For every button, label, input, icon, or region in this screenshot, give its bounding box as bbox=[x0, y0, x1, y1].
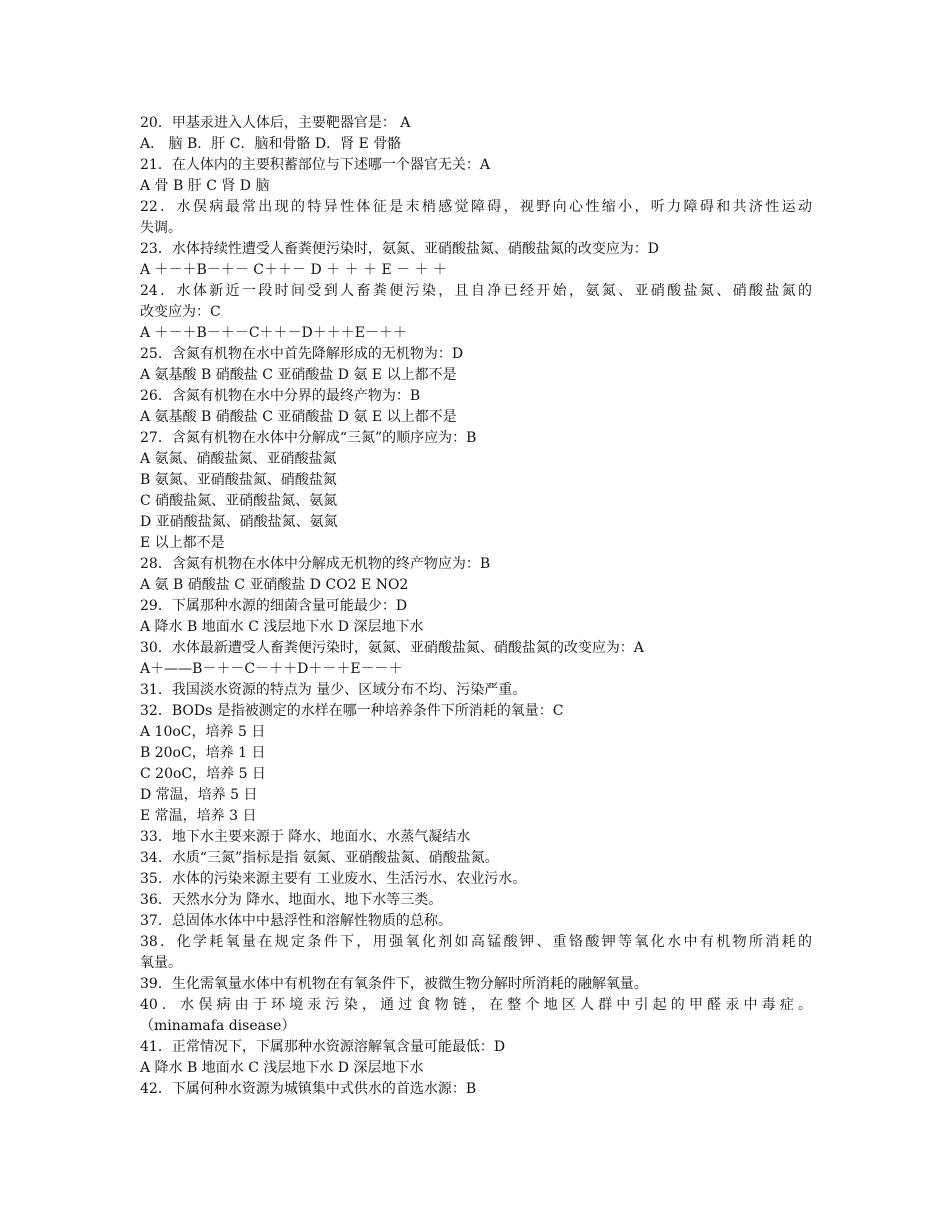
text-line: A 骨 B 肝 C 肾 D 脑 bbox=[140, 178, 270, 194]
text-line: 29．下属那种水源的细菌含量可能最少：D bbox=[140, 598, 408, 614]
text-line: A 氨氮、硝酸盐氮、亚硝酸盐氮 bbox=[140, 451, 337, 467]
text-line: A 氨基酸 B 硝酸盐 C 亚硝酸盐 D 氨 E 以上都不是 bbox=[140, 367, 457, 383]
text-line: 23．水体持续性遭受人畜粪便污染时，氨氮、亚硝酸盐氮、硝酸盐氮的改变应为：D bbox=[140, 241, 660, 257]
document-body bbox=[140, 113, 812, 1100]
text-line: A 氨基酸 B 硝酸盐 C 亚硝酸盐 D 氨 E 以上都不是 bbox=[140, 409, 457, 425]
text-line: 改变应为：C bbox=[140, 304, 221, 320]
text-line: A 降水 B 地面水 C 浅层地下水 D 深层地下水 bbox=[140, 1060, 424, 1076]
text-line: 36．天然水分为 降水、地面水、地下水等三类。 bbox=[140, 892, 443, 908]
text-line: A ＋－＋B－＋－ C＋＋－ D ＋ ＋ ＋ E － ＋ ＋ bbox=[140, 262, 448, 278]
text-line: 27．含氮有机物在水体中分解成“三氮”的顺序应为：B bbox=[140, 430, 477, 446]
text-line: 21．在人体内的主要积蓄部位与下述哪一个器官无关：A bbox=[140, 157, 490, 173]
text-line: 31．我国淡水资源的特点为 量少、区域分布不均、污染严重。 bbox=[140, 682, 527, 698]
text-line: A ＋－＋B－＋－C＋＋－D＋＋＋E－＋＋ bbox=[140, 325, 408, 341]
text-line: 40．水俣病由于环境汞污染，通过食物链，在整个地区人群中引起的甲醛汞中毒症。 bbox=[140, 997, 812, 1013]
text-line: 38．化学耗氧量在规定条件下，用强氧化剂如高锰酸钾、重铬酸钾等氧化水中有机物所消耗的 bbox=[140, 934, 812, 950]
text-line: 34．水质“三氮”指标是指 氨氮、亚硝酸盐氮、硝酸盐氮。 bbox=[140, 850, 499, 866]
text-line: 22．水俣病最常出现的特异性体征是末梢感觉障碍，视野向心性缩小，听力障碍和共济性运动 bbox=[140, 199, 812, 215]
text-line: 37．总固体水体中中悬浮性和溶解性物质的总称。 bbox=[140, 913, 452, 929]
text-line: 35．水体的污染来源主要有 工业废水、生活污水、农业污水。 bbox=[140, 871, 527, 887]
text-line: 28．含氮有机物在水体中分解成无机物的终产物应为：B bbox=[140, 556, 491, 572]
text-line: 氧量。 bbox=[140, 955, 182, 971]
text-line: 25．含氮有机物在水中首先降解形成的无机物为：D bbox=[140, 346, 464, 362]
text-line: （minamafa disease） bbox=[140, 1018, 296, 1034]
text-line: A 10oC，培养 5 日 bbox=[140, 724, 266, 740]
text-line: E 常温，培养 3 日 bbox=[140, 808, 257, 824]
text-line: E 以上都不是 bbox=[140, 535, 225, 551]
text-line: 32．BODs 是指被测定的水样在哪一种培养条件下所消耗的氧量：C bbox=[140, 703, 564, 719]
text-line: 42．下属何种水资源为城镇集中式供水的首选水源：B bbox=[140, 1081, 477, 1097]
text-line: A 降水 B 地面水 C 浅层地下水 D 深层地下水 bbox=[140, 619, 424, 635]
text-line: A 氨 B 硝酸盐 C 亚硝酸盐 D CO2 E NO2 bbox=[140, 577, 409, 593]
text-line: 39．生化需氧量水体中有机物在有氧条件下，被微生物分解时所消耗的融解氧量。 bbox=[140, 976, 648, 992]
text-line: 失调。 bbox=[140, 220, 182, 236]
text-line: B 氨氮、亚硝酸盐氮、硝酸盐氮 bbox=[140, 472, 337, 488]
text-line: D 亚硝酸盐氮、硝酸盐氮、氨氮 bbox=[140, 514, 338, 530]
text-line: 20．甲基汞进入人体后，主要靶器官是： A bbox=[140, 115, 411, 131]
text-line: C 20oC，培养 5 日 bbox=[140, 766, 266, 782]
text-line: 33．地下水主要来源于 降水、地面水、水蒸气凝结水 bbox=[140, 829, 471, 845]
text-line: 24．水体新近一段时间受到人畜粪便污染，且自净已经开始，氨氮、亚硝酸盐氮、硝酸盐氮的 bbox=[140, 283, 812, 299]
text-line: A． 脑 B．肝 C．脑和骨骼 D．肾 E 骨骼 bbox=[140, 136, 402, 152]
text-line: D 常温，培养 5 日 bbox=[140, 787, 258, 803]
text-line: 26．含氮有机物在水中分界的最终产物为：B bbox=[140, 388, 421, 404]
text-line: C 硝酸盐氮、亚硝酸盐氮、氨氮 bbox=[140, 493, 338, 509]
text-line: 30．水体最新遭受人畜粪便污染时，氨氮、亚硝酸盐氮、硝酸盐氮的改变应为：A bbox=[140, 640, 644, 656]
text-line: B 20oC，培养 1 日 bbox=[140, 745, 266, 761]
text-line: A＋——B－＋－C－＋＋D＋－＋E－－＋ bbox=[140, 661, 403, 677]
text-line: 41．正常情况下，下属那种水资源溶解氧含量可能最低：D bbox=[140, 1039, 506, 1055]
